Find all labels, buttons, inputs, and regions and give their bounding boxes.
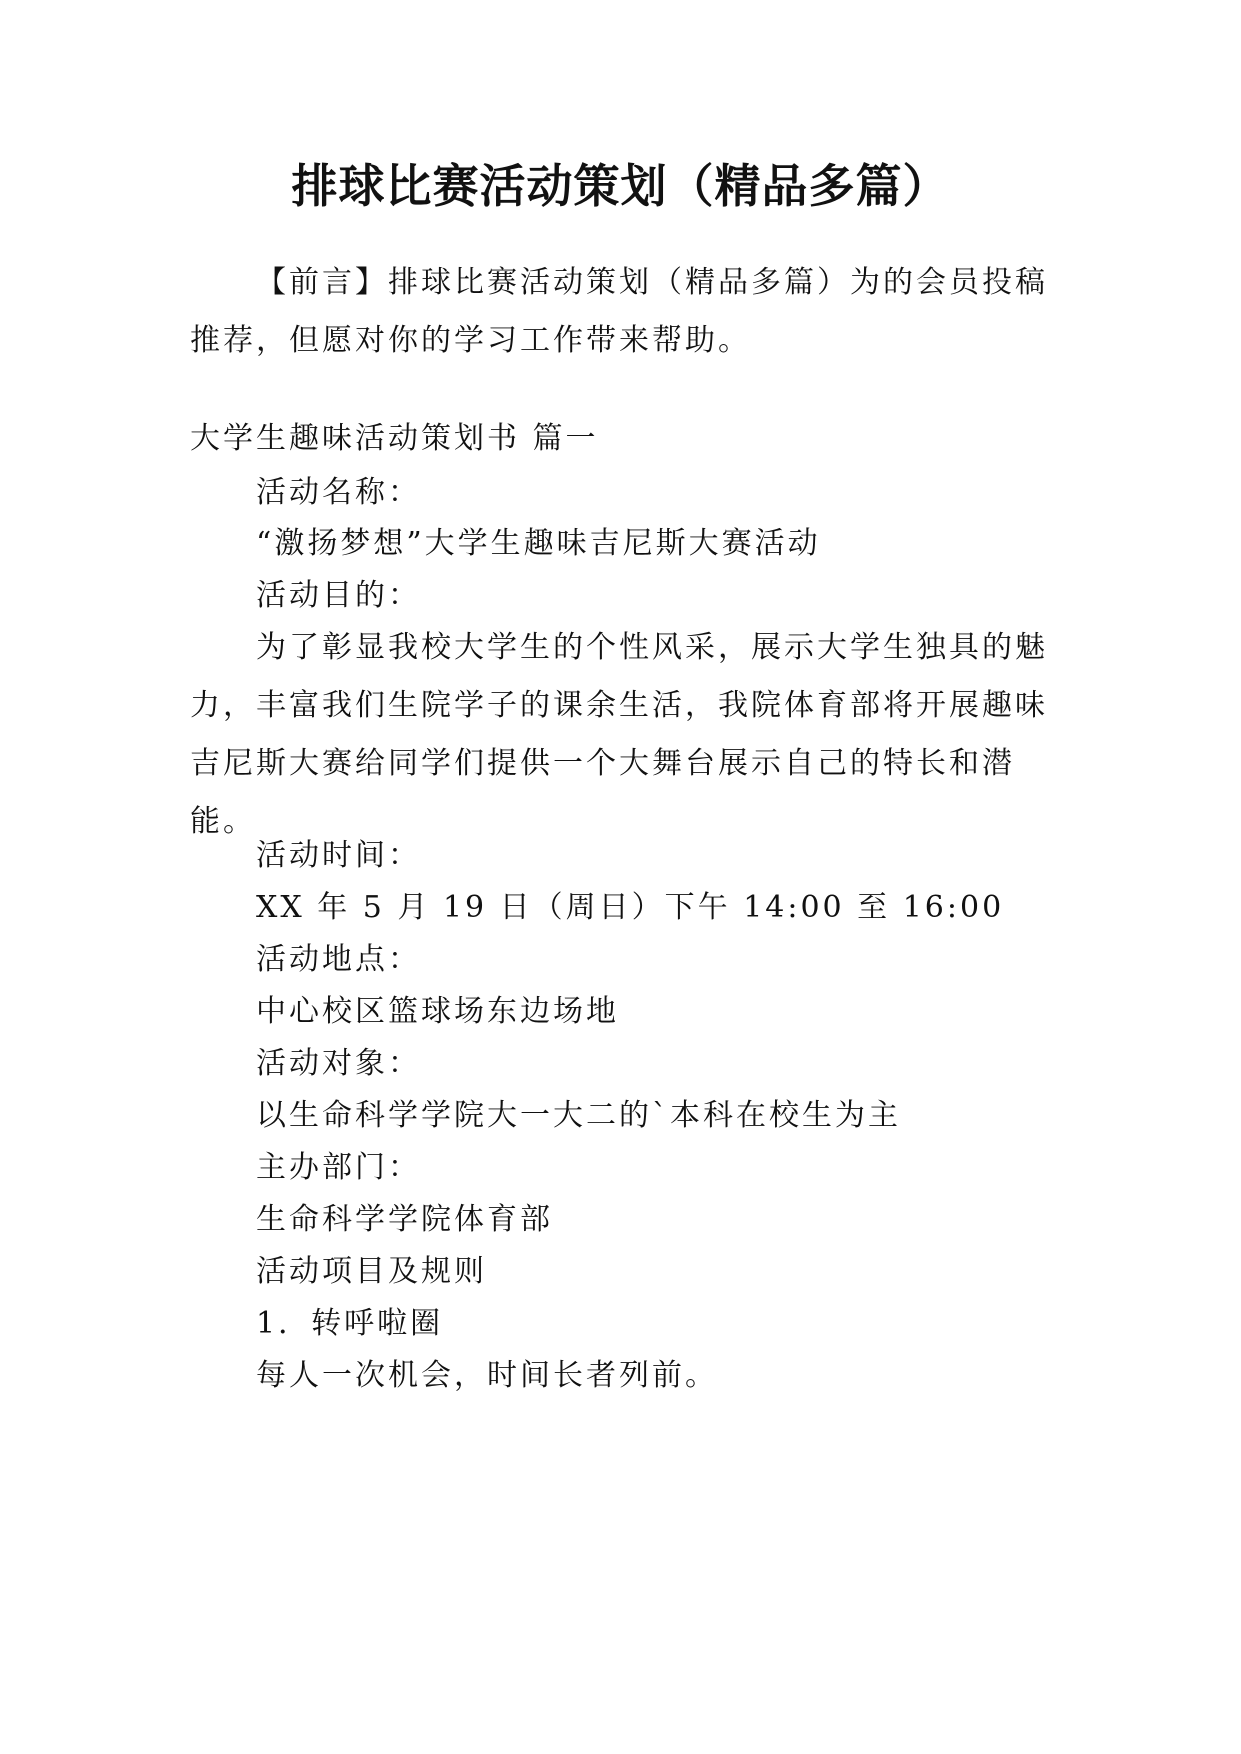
item1-rule: 每人一次机会，时间长者列前。 [256,1358,718,1393]
time-label: 活动时间： [256,838,421,873]
document-title: 排球比赛活动策划（精品多篇） [291,159,950,213]
purpose-label: 活动目的： [256,578,421,613]
item1-title: 1．转呼啦圈 [256,1306,444,1341]
target-value: 以生命科学学院大一大二的`本科在校生为主 [256,1098,901,1133]
preface-paragraph: 【前言】排球比赛活动策划（精品多篇）为的会员投稿推荐，但愿对你的学习工作带来帮助。 [190,265,1048,358]
organizer-value: 生命科学学院体育部 [256,1202,553,1237]
items-label: 活动项目及规则 [256,1254,487,1289]
name-value: “激扬梦想”大学生趣味吉尼斯大赛活动 [256,526,821,561]
place-label: 活动地点： [256,942,421,977]
time-value: XX 年 5 月 19 日（周日）下午 14:00 至 16:00 [256,890,1005,925]
name-label: 活动名称： [256,475,421,510]
organizer-label: 主办部门： [256,1150,421,1185]
target-label: 活动对象： [256,1046,421,1081]
purpose-paragraph: 为了彰显我校大学生的个性风采，展示大学生独具的魅力，丰富我们生院学子的课余生活，我院体育部将开展趣味吉尼斯大赛给同学们提供一个大舞台展示自己的特长和潜能。 [190,630,1048,839]
place-value: 中心校区篮球场东边场地 [256,994,619,1029]
section-heading: 大学生趣味活动策划书 篇一 [190,421,599,456]
